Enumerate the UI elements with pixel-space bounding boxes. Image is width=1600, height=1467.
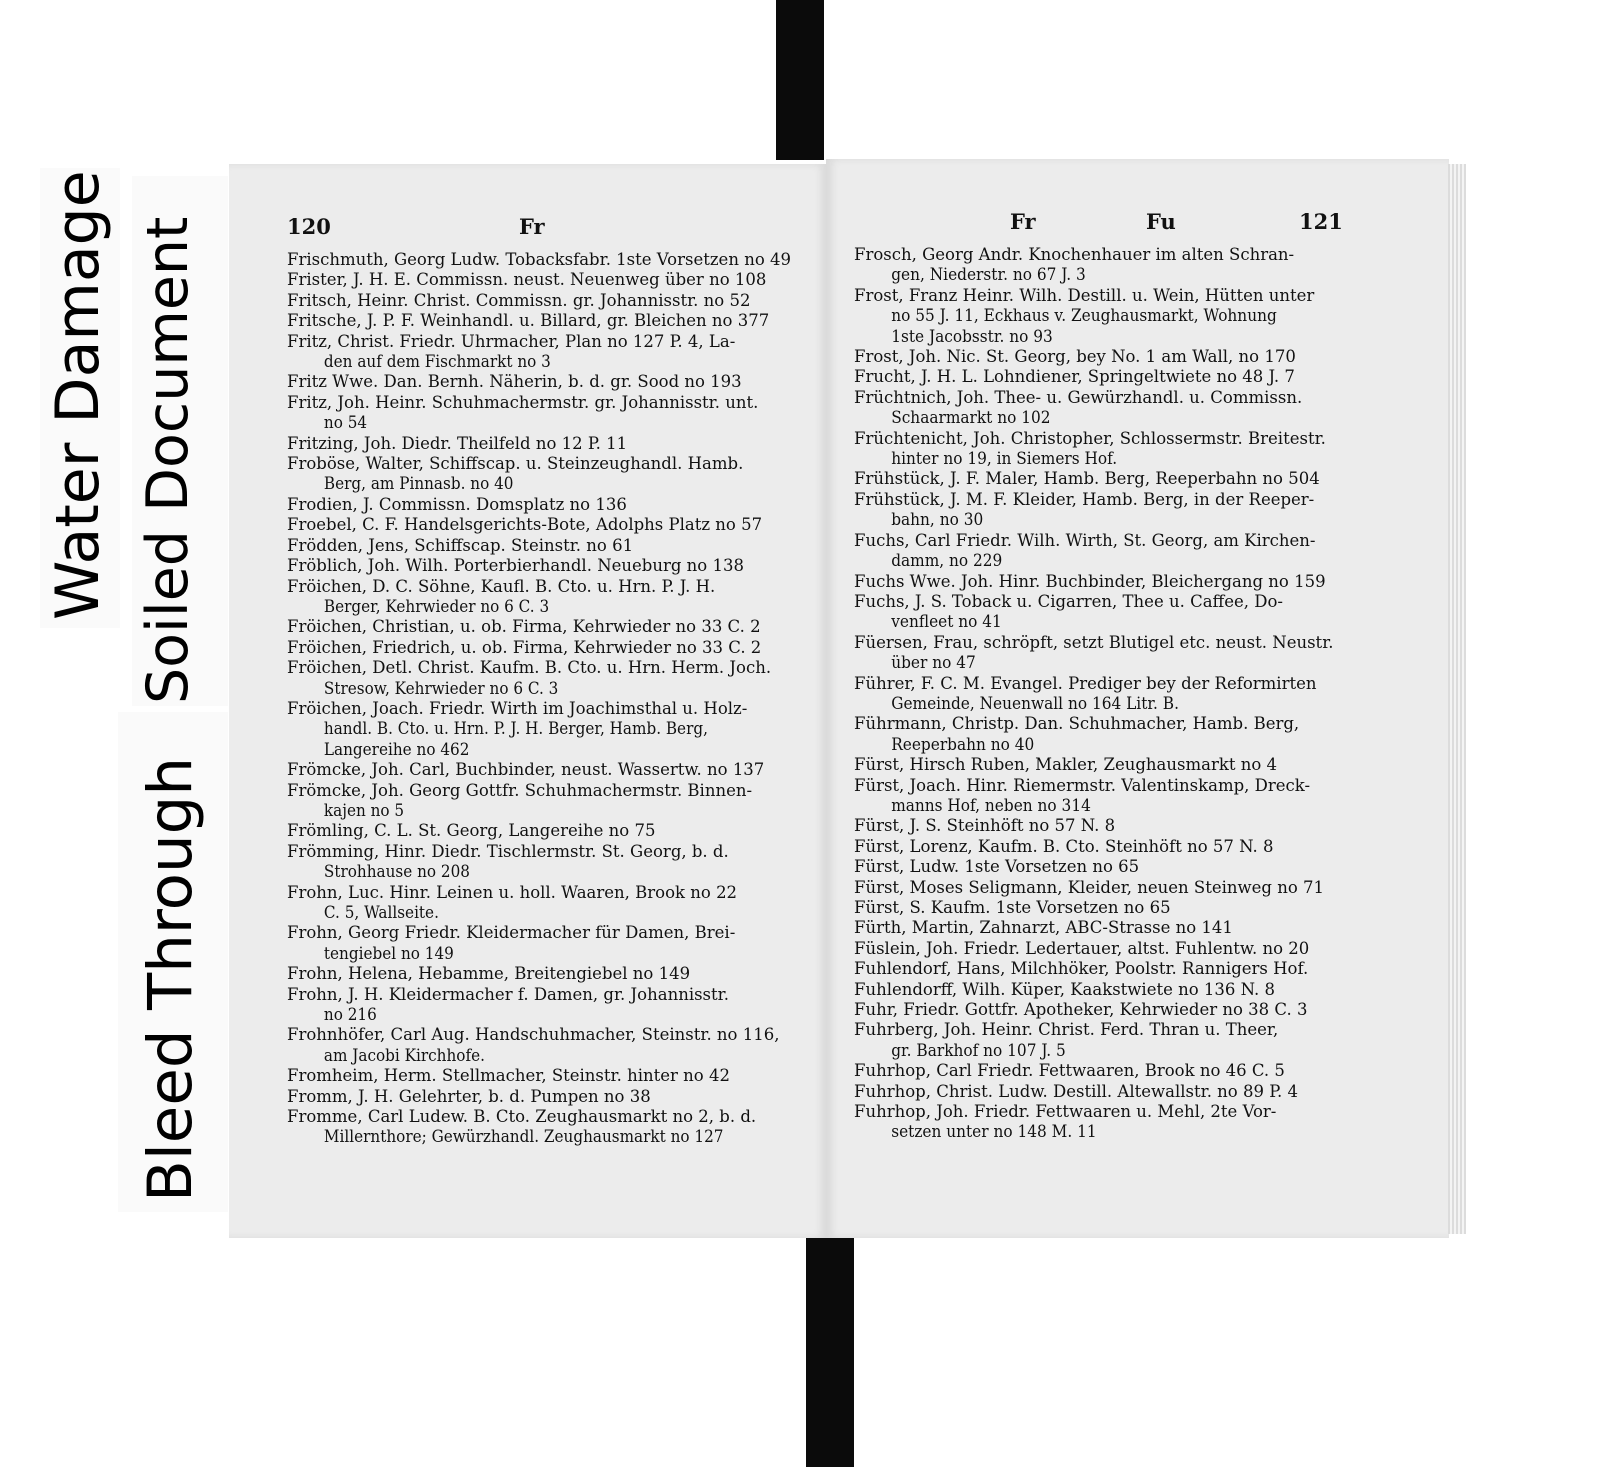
entry-line: Fröichen, Friedrich, u. ob. Firma, Kehrwieder no 33 C. 2 xyxy=(287,637,762,657)
entry-line: Frühstück, J. F. Maler, Hamb. Berg, Reeperbahn no 504 xyxy=(854,469,1320,489)
soiled-document-text: Soiled Document xyxy=(135,216,201,704)
directory-entry xyxy=(854,286,1426,347)
right-running-head-fr: Fr xyxy=(1010,209,1036,234)
entry-line: Fritz Wwe. Dan. Bernh. Näherin, b. d. gr. Sood no 193 xyxy=(287,372,742,392)
entry-line: Fritz, Christ. Friedr. Uhrmacher, Plan no 127 P. 4, La- xyxy=(287,331,736,351)
entry-line: Froebel, C. F. Handelsgerichts-Bote, Adolphs Platz no 57 xyxy=(287,515,763,535)
entry-continuation-line: gen, Niederstr. no 67 J. 3 xyxy=(891,265,1086,285)
entry-line: Fürst, Hirsch Ruben, Makler, Zeughausmarkt no 4 xyxy=(854,755,1278,775)
entry-continuation-line: Millernthore; Gewürzhandl. Zeughausmarkt no 127 xyxy=(323,1127,724,1147)
entry-continuation-line: über no 47 xyxy=(891,653,976,673)
entry-line: Füslein, Joh. Friedr. Ledertauer, altst. Fuhlentw. no 20 xyxy=(854,938,1310,958)
directory-entry xyxy=(854,939,1426,959)
entry-line: Fuhrhop, Christ. Ludw. Destill. Altewallstr. no 89 P. 4 xyxy=(854,1081,1298,1101)
entry-line: Frohnhöfer, Carl Aug. Handschuhmacher, Steinstr. no 116, xyxy=(287,1025,780,1045)
entry-line: Frömming, Hinr. Diedr. Tischlermstr. St. Georg, b. d. xyxy=(287,841,729,861)
directory-entry xyxy=(854,1061,1426,1081)
directory-entry xyxy=(287,393,807,434)
entry-line: Frödden, Jens, Schiffscap. Steinstr. no 61 xyxy=(287,535,634,555)
top-binding-strip xyxy=(776,0,824,160)
entry-continuation-line: bahn, no 30 xyxy=(891,510,984,530)
entry-continuation-line: Strohhause no 208 xyxy=(323,862,470,882)
entry-line: Fröichen, Detl. Christ. Kaufm. B. Cto. u. Hrn. Herm. Joch. xyxy=(287,658,772,678)
right-directory-entries xyxy=(854,245,1426,1143)
directory-entry xyxy=(287,699,807,760)
directory-entry xyxy=(287,454,807,495)
left-directory-entries xyxy=(287,250,807,1148)
entry-line: Fürst, S. Kaufm. 1ste Vorsetzen no 65 xyxy=(854,898,1171,917)
directory-entry xyxy=(287,964,807,984)
entry-continuation-line: tengiebel no 149 xyxy=(323,943,454,963)
directory-entry xyxy=(287,311,807,331)
entry-line: Frohn, J. H. Kleidermacher f. Damen, gr. Johannisstr. xyxy=(287,984,729,1004)
entry-line: Fuhr, Friedr. Gottfr. Apotheker, Kehrwieder no 38 C. 3 xyxy=(854,1000,1308,1020)
entry-line: Fritsche, J. P. F. Weinhandl. u. Billard, gr. Bleichen no 377 xyxy=(287,311,770,331)
directory-entry xyxy=(287,270,807,290)
entry-line: Frost, Franz Heinr. Wilh. Destill. u. Wein, Hütten unter xyxy=(854,285,1315,305)
entry-continuation-line: kajen no 5 xyxy=(323,800,405,820)
entry-continuation-line: gr. Barkhof no 107 J. 5 xyxy=(891,1040,1066,1060)
entry-line: Führmann, Christp. Dan. Schuhmacher, Hamb. Berg, xyxy=(854,714,1300,734)
directory-entry xyxy=(287,1066,807,1086)
entry-line: Frister, J. H. E. Commissn. neust. Neuenweg über no 108 xyxy=(287,270,767,290)
entry-continuation-line: manns Hof, neben no 314 xyxy=(891,795,1091,815)
directory-entry xyxy=(854,388,1426,429)
directory-entry xyxy=(287,291,807,311)
entry-line: Fürst, Joach. Hinr. Riemermstr. Valentinskamp, Dreck- xyxy=(854,775,1311,795)
entry-line: Fröichen, Christian, u. ob. Firma, Kehrwieder no 33 C. 2 xyxy=(287,617,761,637)
directory-entry xyxy=(287,1025,807,1066)
entry-continuation-line: 1ste Jacobsstr. no 93 xyxy=(891,326,1053,346)
entry-line: Frucht, J. H. L. Lohndiener, Springeltwiete no 48 J. 7 xyxy=(854,367,1295,387)
entry-line: Frömcke, Joh. Carl, Buchbinder, neust. Wassertw. no 137 xyxy=(287,760,765,780)
entry-line: Fromm, J. H. Gelehrter, b. d. Pumpen no 38 xyxy=(287,1086,651,1106)
soiled-document-label xyxy=(132,176,228,706)
entry-continuation-line: C. 5, Wallseite. xyxy=(323,903,439,922)
right-page xyxy=(826,159,1449,1238)
entry-line: Fuchs, Carl Friedr. Wilh. Wirth, St. Georg, am Kirchen- xyxy=(854,530,1316,550)
directory-entry xyxy=(854,592,1426,633)
left-page-number: 120 xyxy=(287,214,331,239)
directory-entry xyxy=(854,572,1426,592)
entry-continuation-line: venfleet no 41 xyxy=(891,612,1002,632)
entry-continuation-line: Gemeinde, Neuenwall no 164 Litr. B. xyxy=(891,693,1179,713)
directory-entry xyxy=(287,760,807,780)
left-page xyxy=(229,164,829,1238)
directory-entry xyxy=(287,1087,807,1107)
entry-line: Fuchs Wwe. Joh. Hinr. Buchbinder, Bleichergang no 159 xyxy=(854,571,1326,591)
entry-continuation-line: no 55 J. 11, Eckhaus v. Zeughausmarkt, Wohnung xyxy=(891,306,1277,326)
directory-entry xyxy=(854,980,1426,1000)
directory-entry xyxy=(287,250,807,270)
bottom-binding-strip xyxy=(806,1236,854,1467)
directory-entry xyxy=(287,495,807,515)
entry-line: Füersen, Frau, schröpft, setzt Blutigel etc. neust. Neustr. xyxy=(854,632,1334,652)
directory-entry xyxy=(854,1102,1426,1143)
entry-continuation-line: handl. B. Cto. u. Hrn. P. J. H. Berger, Hamb. Berg, xyxy=(323,719,708,739)
directory-entry xyxy=(854,633,1426,674)
right-page-number: 121 xyxy=(1299,209,1343,234)
bleed-through-label xyxy=(118,712,228,1212)
directory-entry xyxy=(287,883,807,924)
entry-line: Fuhlendorff, Wilh. Küper, Kaakstwiete no 136 N. 8 xyxy=(854,979,1276,999)
entry-line: Führer, F. C. M. Evangel. Prediger bey der Reformirten xyxy=(854,673,1317,693)
directory-entry xyxy=(287,781,807,822)
entry-line: Fürst, Lorenz, Kaufm. B. Cto. Steinhöft no 57 N. 8 xyxy=(854,836,1274,856)
entry-continuation-line: no 216 xyxy=(323,1005,377,1025)
entry-line: Froböse, Walter, Schiffscap. u. Steinzeughandl. Hamb. xyxy=(287,454,744,474)
entry-line: Fuhrhop, Joh. Friedr. Fettwaaren u. Mehl, 2te Vor- xyxy=(854,1102,1277,1122)
directory-entry xyxy=(287,638,807,658)
entry-line: Frodien, J. Commissn. Domsplatz no 136 xyxy=(287,494,627,514)
directory-entry xyxy=(287,617,807,637)
right-running-head-fu: Fu xyxy=(1146,209,1176,234)
entry-line: Früchtnich, Joh. Thee- u. Gewürzhandl. u. Commissn. xyxy=(854,387,1303,407)
entry-continuation-line: Berger, Kehrwieder no 6 C. 3 xyxy=(323,596,550,616)
directory-entry xyxy=(854,816,1426,836)
directory-entry xyxy=(854,429,1426,470)
directory-entry xyxy=(287,556,807,576)
directory-entry xyxy=(854,837,1426,857)
entry-continuation-line: Stresow, Kehrwieder no 6 C. 3 xyxy=(323,678,559,698)
bleed-through-text: Bleed Through xyxy=(135,757,206,1202)
entry-line: Frohn, Georg Friedr. Kleidermacher für Damen, Brei- xyxy=(287,923,736,943)
directory-entry xyxy=(854,245,1426,286)
directory-entry xyxy=(287,821,807,841)
entry-line: Fritzing, Joh. Diedr. Theilfeld no 12 P. 11 xyxy=(287,433,628,453)
directory-entry xyxy=(854,490,1426,531)
entry-line: Frühstück, J. M. F. Kleider, Hamb. Berg, in der Reeper- xyxy=(854,489,1315,509)
entry-line: Fröichen, Joach. Friedr. Wirth im Joachimsthal u. Holz- xyxy=(287,698,748,718)
entry-continuation-line: Langereihe no 462 xyxy=(323,739,470,759)
entry-line: Fürst, Ludw. 1ste Vorsetzen no 65 xyxy=(854,857,1140,877)
directory-entry xyxy=(854,776,1426,817)
entry-continuation-line: Reeperbahn no 40 xyxy=(891,734,1035,754)
directory-entry xyxy=(854,367,1426,387)
entry-continuation-line: Schaarmarkt no 102 xyxy=(891,408,1051,428)
entry-line: Fuhrhop, Carl Friedr. Fettwaaren, Brook no 46 C. 5 xyxy=(854,1061,1285,1081)
entry-continuation-line: no 54 xyxy=(323,413,368,433)
directory-entry xyxy=(854,959,1426,979)
directory-entry xyxy=(287,985,807,1026)
directory-entry xyxy=(287,372,807,392)
entry-line: Frost, Joh. Nic. St. Georg, bey No. 1 am Wall, no 170 xyxy=(854,347,1296,367)
directory-entry xyxy=(287,577,807,618)
directory-entry xyxy=(287,332,807,373)
directory-entry xyxy=(854,755,1426,775)
left-running-head: Fr xyxy=(519,214,545,239)
entry-line: Frohn, Luc. Hinr. Leinen u. holl. Waaren, Brook no 22 xyxy=(287,882,738,902)
directory-entry xyxy=(854,878,1426,898)
entry-line: Fürth, Martin, Zahnarzt, ABC-Strasse no 141 xyxy=(854,918,1233,938)
entry-line: Frischmuth, Georg Ludw. Tobacksfabr. 1ste Vorsetzen no 49 xyxy=(287,250,791,269)
directory-entry xyxy=(854,1000,1426,1020)
directory-entry xyxy=(287,842,807,883)
directory-entry xyxy=(854,1082,1426,1102)
entry-continuation-line: damm, no 229 xyxy=(891,551,1003,571)
directory-entry xyxy=(287,658,807,699)
entry-continuation-line: den auf dem Fischmarkt no 3 xyxy=(323,352,551,372)
water-damage-label xyxy=(40,168,120,628)
entry-line: Fuhrberg, Joh. Heinr. Christ. Ferd. Thran u. Theer, xyxy=(854,1020,1279,1040)
directory-entry xyxy=(854,898,1426,918)
entry-line: Fürst, Moses Seligmann, Kleider, neuen Steinweg no 71 xyxy=(854,877,1325,897)
directory-entry xyxy=(287,515,807,535)
entry-line: Fromheim, Herm. Stellmacher, Steinstr. hinter no 42 xyxy=(287,1066,730,1086)
entry-line: Fritz, Joh. Heinr. Schuhmachermstr. gr. Johannisstr. unt. xyxy=(287,392,759,412)
directory-entry xyxy=(854,469,1426,489)
entry-continuation-line: setzen unter no 148 M. 11 xyxy=(891,1122,1097,1142)
directory-entry xyxy=(854,714,1426,755)
entry-line: Fuhlendorf, Hans, Milchhöker, Poolstr. Rannigers Hof. xyxy=(854,959,1309,979)
directory-entry xyxy=(854,857,1426,877)
entry-line: Frohn, Helena, Hebamme, Breitengiebel no 149 xyxy=(287,964,691,984)
entry-line: Früchtenicht, Joh. Christopher, Schlossermstr. Breitestr. xyxy=(854,428,1326,448)
directory-entry xyxy=(854,1020,1426,1061)
entry-line: Frömcke, Joh. Georg Gottfr. Schuhmachermstr. Binnen- xyxy=(287,780,753,800)
entry-line: Fröblich, Joh. Wilh. Porterbierhandl. Neueburg no 138 xyxy=(287,556,744,576)
entry-line: Fürst, J. S. Steinhöft no 57 N. 8 xyxy=(854,816,1116,836)
directory-entry xyxy=(854,674,1426,715)
directory-entry xyxy=(854,918,1426,938)
entry-line: Fritsch, Heinr. Christ. Commissn. gr. Johannisstr. no 52 xyxy=(287,290,751,310)
directory-entry xyxy=(287,923,807,964)
entry-line: Frömling, C. L. St. Georg, Langereihe no 75 xyxy=(287,821,656,841)
entry-line: Fromme, Carl Ludew. B. Cto. Zeughausmarkt no 2, b. d. xyxy=(287,1107,757,1127)
directory-entry xyxy=(854,531,1426,572)
entry-continuation-line: hinter no 19, in Siemers Hof. xyxy=(891,449,1118,469)
directory-entry xyxy=(287,536,807,556)
entry-continuation-line: Berg, am Pinnasb. no 40 xyxy=(323,474,514,494)
directory-entry xyxy=(287,1107,807,1148)
entry-continuation-line: am Jacobi Kirchhofe. xyxy=(323,1045,485,1065)
entry-line: Fuchs, J. S. Toback u. Cigarren, Thee u. Caffee, Do- xyxy=(854,591,1284,611)
water-damage-text: Water Damage xyxy=(43,170,113,620)
page-stack-edge xyxy=(1448,164,1466,1234)
entry-line: Frosch, Georg Andr. Knochenhauer im alten Schran- xyxy=(854,245,1295,264)
directory-entry xyxy=(854,347,1426,367)
entry-line: Fröichen, D. C. Söhne, Kaufl. B. Cto. u. Hrn. P. J. H. xyxy=(287,576,716,596)
directory-entry xyxy=(287,434,807,454)
